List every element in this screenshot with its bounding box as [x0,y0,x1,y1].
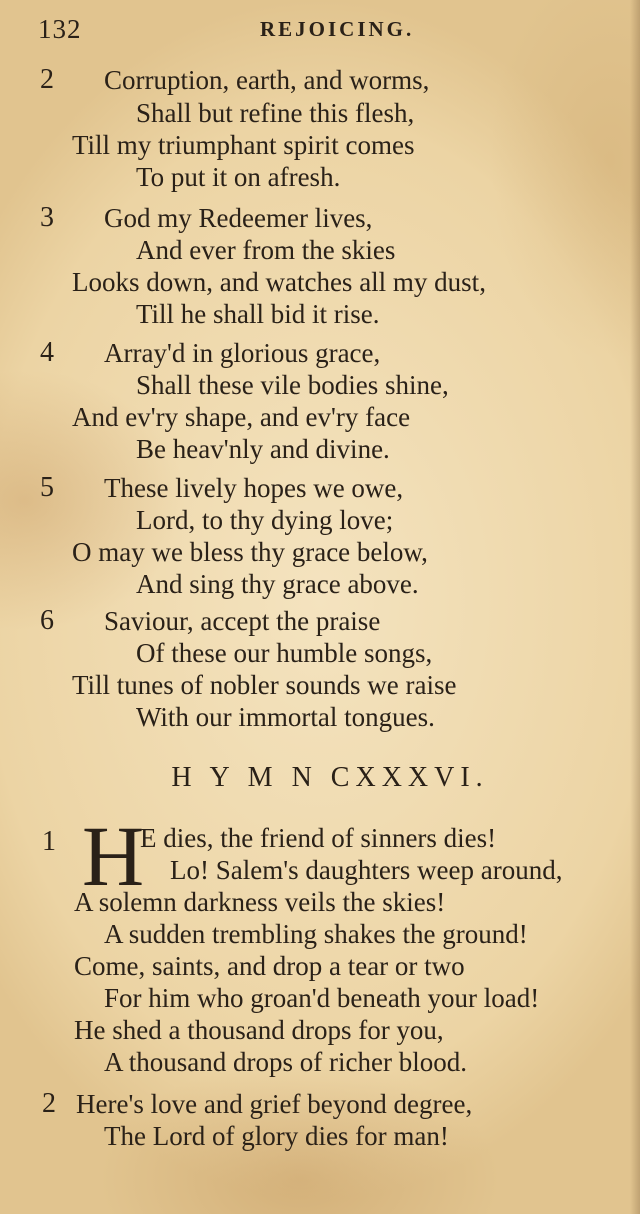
stanza-number: 6 [40,605,54,636]
verse-line: A thousand drops of richer blood. [104,1047,467,1077]
verse-line: E dies, the friend of sinners dies! [140,823,497,853]
verse-line: God my Redeemer lives, [104,203,373,233]
stanza-number: 5 [40,472,54,503]
verse-line: For him who groan'd beneath your load! [104,983,540,1013]
verse-line: These lively hopes we owe, [104,473,404,503]
verse-line: Till tunes of nobler sounds we raise [72,670,457,700]
running-title: REJOICING. [260,17,415,41]
verse-line: Come, saints, and drop a tear or two [74,951,465,981]
stanza-number: 2 [40,64,54,95]
verse-line: Array'd in glorious grace, [104,338,381,368]
verse-line: O may we bless thy grace below, [72,537,428,567]
running-head [38,14,618,44]
verse-line: To put it on afresh. [136,162,341,192]
verse-line: Lo! Salem's daughters weep around, [170,855,563,885]
verse-line: Saviour, accept the praise [104,606,381,636]
page-edge-shadow [630,0,640,1214]
verse-line: Shall these vile bodies shine, [136,370,449,400]
verse-line: A sudden trembling shakes the ground! [104,919,528,949]
stanza-number: 1 [42,826,56,857]
verse-line: Of these our humble songs, [136,638,433,668]
stanza-number: 3 [40,202,54,233]
hymn-title: H Y M N CXXXVI. [171,762,489,793]
verse-line: The Lord of glory dies for man! [104,1121,449,1151]
verse-line: Be heav'nly and divine. [136,434,390,464]
verse-line: A solemn darkness veils the skies! [74,887,446,917]
stanza-number: 2 [42,1088,56,1119]
verse-line: And ev'ry shape, and ev'ry face [72,402,411,432]
verse-line: With our immortal tongues. [136,702,435,732]
verse-line: Till my triumphant spirit comes [72,130,415,160]
verse-line: Lord, to thy dying love; [136,505,394,535]
stanza-number: 4 [40,337,54,368]
verse-line: He shed a thousand drops for you, [74,1015,444,1045]
verse-line: And ever from the skies [136,235,396,265]
verse-line: And sing thy grace above. [136,569,419,599]
verse-line: Corruption, earth, and worms, [104,65,430,95]
verse-line: Looks down, and watches all my dust, [72,267,486,297]
verse-line: Shall but refine this flesh, [136,98,415,128]
verse-line: Here's love and grief beyond degree, [76,1089,473,1119]
verse-line: Till he shall bid it rise. [136,299,380,329]
hymn-cxxxvi [0,808,640,1198]
drop-cap: H [82,808,145,904]
page-number: 132 [38,14,82,44]
